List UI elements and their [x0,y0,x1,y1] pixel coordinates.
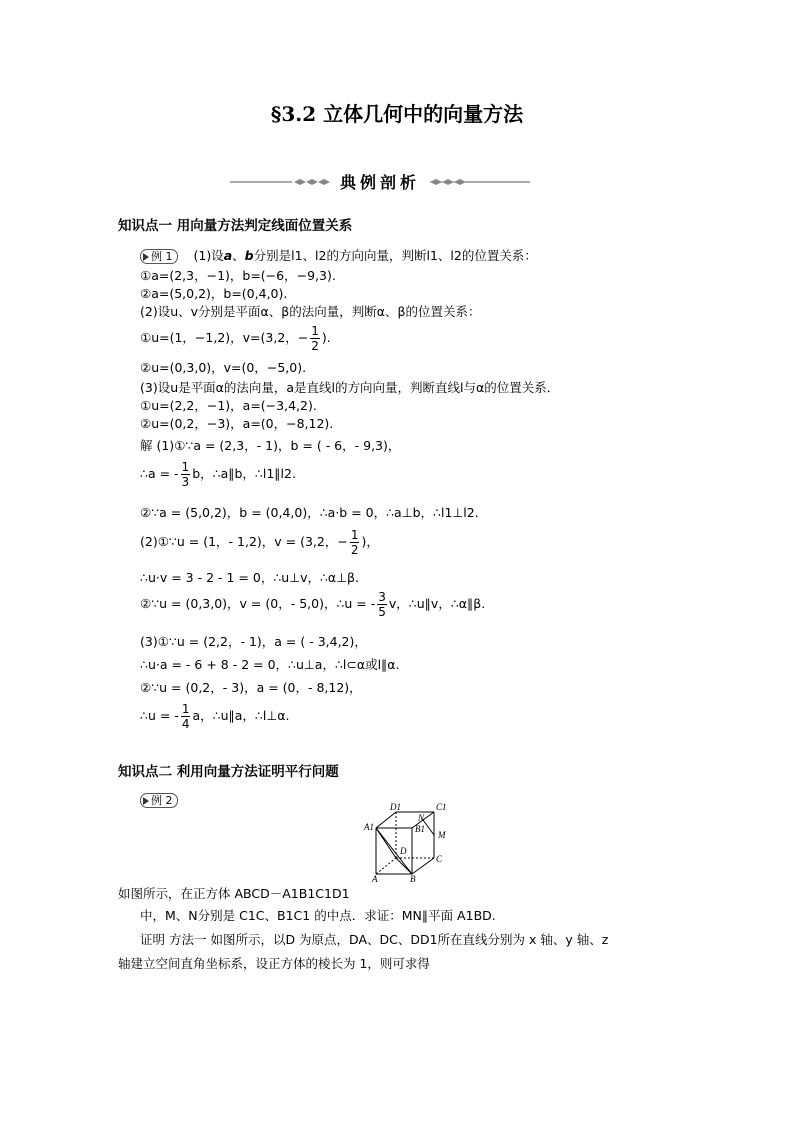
question-1-1: ①a=(2,3，−1)，b=(−6，−9,3). [140,268,336,283]
page-title: §3.2 立体几何中的向量方法 [270,102,524,126]
example-2-line [140,792,194,808]
knowledge-point-1: 知识点一 用向量方法判定线面位置关系 [118,218,353,234]
solution-line-9: ②∵u = (0,2，- 3)，a = (0，- 8,12)， [140,680,362,695]
solution-line-3: ②∵a = (5,0,2)，b = (0,4,0)，∴a·b = 0，∴a⊥b，∴l1⊥l2. [140,505,479,520]
play-icon [143,797,149,805]
question-1-2: ②a=(5,0,2)，b=(0,4,0). [140,286,288,301]
section-divider [230,170,530,194]
question-2: (2)设u、v分别是平面α、β的法向量，判断α、β的位置关系： [140,304,481,319]
solution-line-1: 解 (1)①∵a = (2,3，- 1)，b = ( - 6，- 9,3)， [140,438,401,453]
play-icon [143,253,149,261]
solution-line-10: ∴u = - $\frac{1}{4}$ a，∴u∥a，∴l⊥α. [140,702,290,731]
example-2-badge: 例 2 [140,793,178,808]
label-A: A [372,874,378,882]
solution-line-7: (3)①∵u = (2,2，- 1)，a = ( - 3,4,2)， [140,634,367,649]
example-2-text-2: 中，M、N分别是 C1C、B1C1 的中点．求证：MN∥平面 A1BD. [140,908,496,923]
label-B: B [410,874,416,882]
label-A1: A1 [364,822,374,832]
solution-line-2: ∴a = - $\frac{1}{3}$ b，∴a∥b，∴l1∥l2. [140,460,296,489]
label-M: M [438,830,446,840]
cube-diagram [360,800,460,882]
question-3: (3)设u是平面α的法向量，a是直线l的方向向量，判断直线l与α的位置关系． [140,380,560,395]
example-1-line: 例 1 (1)设a、b分别是l1、l2的方向向量，判断l1、l2的位置关系： [140,248,537,264]
question-2-2: ②u=(0,3,0)，v=(0，−5,0). [140,360,307,375]
section-header: 典例剖析 [339,173,420,192]
question-3-1: ①u=(2,2，−1)，a=(−3,4,2). [140,398,317,413]
question-3-2: ②u=(0,2，−3)，a=(0，−8,12). [140,416,334,431]
label-N: N [418,813,425,823]
solution-line-4: (2)①∵u = (1，- 1,2)，v = (3,2，− $\frac{1}{2}$ )， [140,528,379,557]
example-1-badge: 例 1 [140,249,178,264]
label-D: D [400,846,407,856]
example-2-text-1: 如图所示，在正方体 ABCD－A1B1C1D1 [118,886,350,901]
label-D1: D1 [390,802,401,812]
proof-line-2: 轴建立空间直角坐标系，设正方体的棱长为 1，则可求得 [118,956,430,971]
knowledge-point-2: 知识点二 利用向量方法证明平行问题 [118,764,339,780]
proof-line-1: 证明 方法一 如图所示，以D 为原点，DA、DC、DD1所在直线分别为 x 轴、y 轴、z [140,932,609,947]
solution-line-6: ②∵u = (0,3,0)，v = (0，- 5,0)，∴u = - $\frac{3}{5}$ v，∴u∥v，∴α∥β. [140,590,486,619]
label-B1: B1 [415,824,425,834]
solution-line-8: ∴u·a = - 6 + 8 - 2 = 0，∴u⊥a，∴l⊂α或l∥α. [140,657,400,672]
question-2-1: ①u=(1，−1,2)，v=(3,2，− $\frac{1}{2}$ ). [140,324,331,353]
label-C: C [436,854,443,864]
solution-line-5: ∴u·v = 3 - 2 - 1 = 0，∴u⊥v，∴α⊥β. [140,570,360,585]
label-C1: C1 [436,802,447,812]
